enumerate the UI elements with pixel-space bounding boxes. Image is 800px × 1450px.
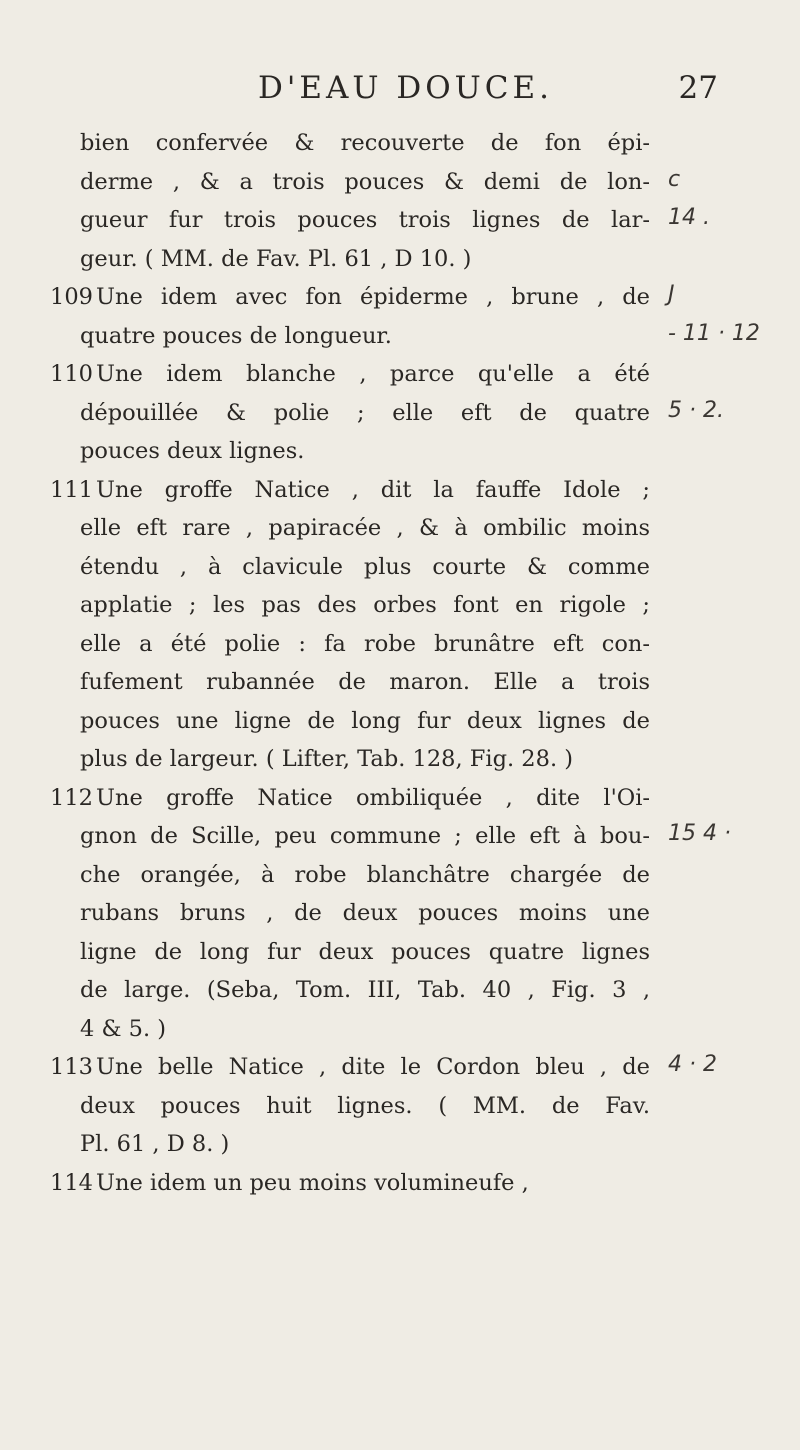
line-text: elle a été polie : fa robe brunâtre eft con- — [80, 630, 650, 657]
text-line — [50, 933, 650, 972]
text-line — [50, 586, 650, 625]
running-header — [258, 70, 718, 106]
text-line — [50, 663, 650, 702]
text-line — [50, 971, 650, 1010]
line-text: Une idem un peu moins volumineufe , — [96, 1169, 529, 1196]
entry-number: 112 — [50, 784, 93, 811]
line-text: fufement rubannée de maron. Elle a trois — [80, 669, 650, 695]
line-text: elle eft rare , papiracée , & à ombilic moins — [80, 515, 650, 541]
line-text: pouces une ligne de long fur deux lignes de — [80, 707, 650, 734]
line-text: geur. ( MM. de Fav. Pl. 61 , D 10. ) — [80, 245, 472, 272]
line-text: Une groffe Natice ombiliquée , dite l'Oi- — [96, 784, 650, 811]
text-line — [50, 201, 650, 240]
line-text: Une idem blanche , parce qu'elle a été — [96, 361, 650, 387]
line-text: ligne de long fur deux pouces quatre lignes — [80, 938, 650, 965]
entry-number: 110 — [50, 361, 93, 387]
entry-number: 109 — [50, 284, 93, 310]
text-line — [50, 163, 650, 202]
line-text: plus de largeur. ( Lifter, Tab. 128, Fig. 28. ) — [80, 746, 574, 772]
line-text: de large. (Seba, Tom. III, Tab. 40 , Fig. 3 , — [80, 977, 650, 1003]
line-text: applatie ; les pas des orbes font en rigole ; — [80, 592, 650, 618]
margin-note: c — [668, 166, 681, 192]
line-text: derme , & a trois pouces & demi de lon- — [80, 168, 650, 195]
text-line — [50, 625, 650, 664]
text-line — [50, 240, 650, 279]
margin-note: 14 . — [668, 205, 710, 230]
text-line — [50, 509, 650, 548]
line-text: Pl. 61 , D 8. ) — [80, 1131, 230, 1157]
text-line — [50, 124, 650, 163]
line-text: rubans bruns , de deux pouces moins une — [80, 900, 650, 926]
text-line — [50, 1087, 650, 1126]
line-text: pouces deux lignes. — [80, 438, 305, 464]
line-text: Une groffe Natice , dit la fauffe Idole ; — [96, 476, 650, 503]
text-line — [50, 548, 650, 587]
text-line — [50, 856, 650, 895]
margin-note: 5 · 2. — [668, 397, 724, 423]
text-line — [50, 394, 650, 433]
text-line — [50, 355, 650, 394]
line-text: bien confervée & recouverte de fon épi- — [80, 130, 650, 156]
text-line — [50, 1164, 650, 1203]
text-line — [50, 317, 650, 356]
line-text: dépouillée & polie ; elle eft de quatre — [80, 399, 650, 426]
line-text: deux pouces huit lignes. ( MM. de Fav. — [80, 1092, 650, 1119]
entry-number: 111 — [50, 476, 93, 503]
margin-note: - 11 · 12 — [668, 320, 760, 346]
line-text: gnon de Scille, peu commune ; elle eft à bou- — [80, 823, 650, 849]
line-text: Une belle Natice , dite le Cordon bleu , de — [96, 1054, 650, 1080]
body-text — [50, 124, 650, 1202]
margin-note: 4 · 2 — [668, 1052, 717, 1077]
text-line — [50, 1048, 650, 1087]
entry-number: 113 — [50, 1054, 93, 1080]
margin-note: J — [668, 282, 675, 307]
text-line — [50, 278, 650, 317]
text-line — [50, 1010, 650, 1049]
line-text: Une idem avec fon épiderme , brune , de — [96, 284, 650, 310]
entry-number: 114 — [50, 1169, 93, 1196]
text-line — [50, 432, 650, 471]
margin-note: 15 4 · — [668, 821, 731, 846]
line-text: che orangée, à robe blanchâtre chargée de — [80, 861, 650, 888]
text-line — [50, 471, 650, 510]
line-text: gueur fur trois pouces trois lignes de lar- — [80, 207, 650, 233]
text-line — [50, 740, 650, 779]
header-title: D'EAU DOUCE. — [258, 70, 553, 106]
text-line — [50, 1125, 650, 1164]
text-line — [50, 779, 650, 818]
line-text: étendu , à clavicule plus courte & comme — [80, 553, 650, 580]
line-text: quatre pouces de longueur. — [80, 322, 392, 349]
text-line — [50, 817, 650, 856]
text-line — [50, 702, 650, 741]
text-line — [50, 894, 650, 933]
line-text: 4 & 5. ) — [80, 1015, 167, 1042]
page-number: 27 — [678, 70, 718, 106]
